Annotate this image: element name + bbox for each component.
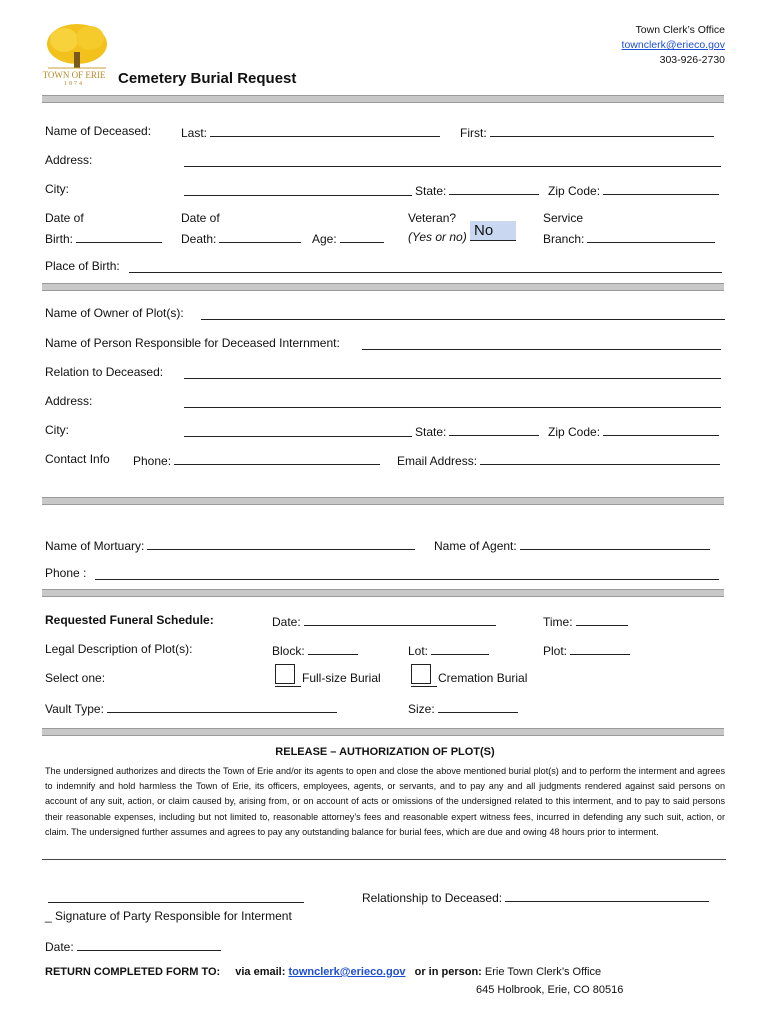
lot-label: Lot: <box>408 644 429 658</box>
office-email-link[interactable]: townclerk@erieco.gov <box>621 39 725 51</box>
checkbox-underline <box>411 686 437 687</box>
deceased-state-label: State: <box>415 184 447 198</box>
return-row <box>45 966 601 978</box>
last-name-label: Last: <box>181 126 208 140</box>
office-name: Town Clerk’s Office <box>635 24 725 36</box>
relation-field[interactable] <box>184 378 721 379</box>
return-office: Erie Town Clerk’s Office <box>484 966 602 978</box>
deceased-city-label: City: <box>45 182 69 196</box>
first-name-label: First: <box>460 126 487 140</box>
dod-label-1: Date of <box>181 211 220 225</box>
return-address: 645 Holbrook, Erie, CO 80516 <box>476 984 624 996</box>
first-name-row <box>460 124 714 140</box>
owner-city-field[interactable] <box>184 436 412 437</box>
signature-date-label: Date: <box>45 940 74 954</box>
cremation-burial-checkbox[interactable] <box>411 664 431 684</box>
release-text: The undersigned authorizes and directs the Town of Erie and/or its agents to open and close the above mentioned burial plot(s) and to perform the interment and agrees to indemnify and hold harmless the Town of Erie, its officers, employees, agents, or servants, and to pay any and all judgments rendered against said persons on account of any suit, action, or claim caused by, arising from, or on account of acts or omissions of the undersigned related to this interment, and to pay to said persons their reasonable expenses, including but not limited to, reasonable attorney’s fees and reasonable expert witness fees, incurred in defending any such suit, action, or claim. The undersigned further assumes and agrees to pay any outstanding balance for burial fees, which are due and owing 48 hours prior to interment. <box>45 766 725 837</box>
mortuary-phone-field[interactable] <box>95 579 719 580</box>
pob-row <box>45 259 120 273</box>
legal-description-label: Legal Description of Plot(s): <box>45 642 193 656</box>
dod-row <box>181 230 301 246</box>
plot-row <box>543 642 630 658</box>
deceased-address-field[interactable] <box>184 166 721 167</box>
dob-label-1: Date of <box>45 211 84 225</box>
return-label: RETURN COMPLETED FORM TO: <box>45 966 221 978</box>
owner-address-field[interactable] <box>184 407 721 408</box>
deceased-zip-row <box>548 182 719 198</box>
deceased-state-field[interactable] <box>449 182 539 195</box>
size-row <box>408 700 518 716</box>
release-rule <box>42 859 726 860</box>
section-divider <box>42 728 724 736</box>
logo-year: 1874 <box>64 81 84 87</box>
relation-label: Relation to Deceased: <box>45 365 164 379</box>
pob-label: Place of Birth: <box>45 259 120 273</box>
select-one-label: Select one: <box>45 671 106 685</box>
funeral-time-label: Time: <box>543 615 573 629</box>
plot-owner-label: Name of Owner of Plot(s): <box>45 306 184 320</box>
owner-zip-field[interactable] <box>603 423 719 436</box>
plot-label: Plot: <box>543 644 568 658</box>
service-branch-row <box>543 230 715 246</box>
relationship-field[interactable] <box>505 889 709 902</box>
owner-phone-label: Phone: <box>133 454 172 468</box>
veteran-field[interactable]: No <box>470 221 516 241</box>
mortuary-field[interactable] <box>147 537 415 550</box>
age-label: Age: <box>312 232 337 246</box>
section-divider <box>42 95 724 103</box>
plot-field[interactable] <box>570 642 630 655</box>
cremation-burial-label: Cremation Burial <box>438 671 528 685</box>
section-divider <box>42 497 724 505</box>
owner-address-label: Address: <box>45 394 93 408</box>
signature-label: _ Signature of Party Responsible for Interment <box>45 909 292 923</box>
veteran-label-2: (Yes or no) <box>408 230 467 244</box>
block-label: Block: <box>272 644 305 658</box>
mortuary-phone-label: Phone : <box>45 566 87 580</box>
dob-field[interactable] <box>76 230 162 243</box>
responsible-person-field[interactable] <box>362 349 721 350</box>
funeral-date-label: Date: <box>272 615 301 629</box>
contact-info-label: Contact Info <box>45 452 110 466</box>
release-title: RELEASE – AUTHORIZATION OF PLOT(S) <box>275 746 495 758</box>
funeral-time-field[interactable] <box>576 613 628 626</box>
owner-zip-label: Zip Code: <box>548 425 601 439</box>
last-name-row <box>181 124 440 140</box>
agent-field[interactable] <box>520 537 710 550</box>
lot-row <box>408 642 489 658</box>
deceased-address-label: Address: <box>45 153 93 167</box>
deceased-name-label: Name of Deceased: <box>45 124 152 138</box>
vault-type-label: Vault Type: <box>45 702 104 716</box>
owner-state-label: State: <box>415 425 447 439</box>
last-name-field[interactable] <box>210 124 440 137</box>
dob-row <box>45 230 162 246</box>
block-row <box>272 642 358 658</box>
checkbox-underline <box>275 686 301 687</box>
office-phone: 303-926-2730 <box>659 54 725 66</box>
responsible-person-label: Name of Person Responsible for Deceased Internment: <box>45 336 340 350</box>
age-field[interactable] <box>340 230 384 243</box>
deceased-city-field[interactable] <box>184 195 412 196</box>
signature-date-field[interactable] <box>77 938 221 951</box>
funeral-date-row <box>272 613 496 629</box>
section-divider <box>42 589 724 597</box>
owner-phone-row <box>133 452 380 468</box>
plot-owner-field[interactable] <box>201 319 725 320</box>
owner-email-field[interactable] <box>480 452 720 465</box>
owner-phone-field[interactable] <box>174 452 380 465</box>
owner-zip-row <box>548 423 719 439</box>
agent-row <box>434 537 710 553</box>
office-contact <box>622 23 725 68</box>
block-field[interactable] <box>308 642 358 655</box>
service-label-1: Service <box>543 211 584 225</box>
return-email-prefix: via email: <box>235 966 286 978</box>
deceased-state-row <box>415 182 539 198</box>
deceased-zip-field[interactable] <box>603 182 719 195</box>
owner-email-label: Email Address: <box>397 454 478 468</box>
deceased-zip-label: Zip Code: <box>548 184 601 198</box>
first-name-field[interactable] <box>490 124 714 137</box>
mortuary-label: Name of Mortuary: <box>45 539 145 553</box>
return-person-prefix: or in person: <box>414 966 482 978</box>
veteran-label-1: Veteran? <box>408 211 457 225</box>
schedule-heading: Requested Funeral Schedule: <box>45 613 214 627</box>
dod-field[interactable] <box>219 230 301 243</box>
funeral-time-row <box>543 613 628 629</box>
form-title: Cemetery Burial Request <box>118 70 297 87</box>
funeral-date-field[interactable] <box>304 613 496 626</box>
owner-state-row <box>415 423 539 439</box>
pob-field[interactable] <box>129 272 722 273</box>
mortuary-row <box>45 537 415 553</box>
town-logo <box>42 22 112 92</box>
relationship-row <box>362 889 709 905</box>
signature-date-row <box>45 938 221 954</box>
return-email-link[interactable]: townclerk@erieco.gov <box>288 966 406 978</box>
service-branch-field[interactable] <box>587 230 715 243</box>
vault-type-row <box>45 700 337 716</box>
size-field[interactable] <box>438 700 518 713</box>
lot-field[interactable] <box>431 642 489 655</box>
owner-city-label: City: <box>45 423 69 437</box>
agent-label: Name of Agent: <box>434 539 517 553</box>
age-row <box>312 230 384 246</box>
dob-label-2: Birth: <box>45 232 74 246</box>
section-divider <box>42 283 724 291</box>
service-label-2: Branch: <box>543 232 585 246</box>
vault-type-field[interactable] <box>107 700 337 713</box>
signature-field[interactable] <box>48 902 304 903</box>
owner-email-row <box>397 452 720 468</box>
owner-state-field[interactable] <box>449 423 539 436</box>
full-size-burial-checkbox[interactable] <box>275 664 295 684</box>
dod-label-2: Death: <box>181 232 217 246</box>
tree-icon <box>42 22 112 72</box>
full-size-burial-label: Full-size Burial <box>302 671 381 685</box>
logo-text: TOWN OF ERIE <box>42 70 106 80</box>
size-label: Size: <box>408 702 435 716</box>
relationship-label: Relationship to Deceased: <box>362 891 503 905</box>
